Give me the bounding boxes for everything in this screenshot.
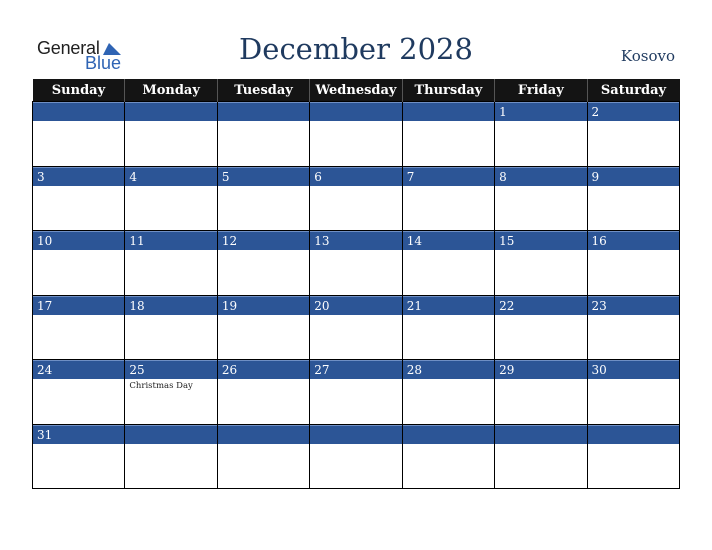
- day-cell: [217, 166, 309, 231]
- day-cell: [310, 360, 402, 425]
- day-number: 30: [588, 360, 679, 379]
- day-number: [403, 425, 494, 444]
- day-number: 5: [218, 167, 309, 186]
- weekday-header: Monday: [125, 79, 217, 102]
- day-cell: [310, 102, 402, 167]
- day-cell: [587, 231, 679, 296]
- day-cell: [495, 231, 587, 296]
- day-number: [218, 102, 309, 121]
- day-cell: [33, 102, 125, 167]
- day-number: 18: [125, 296, 216, 315]
- day-cell: [495, 166, 587, 231]
- week-row: [33, 231, 680, 296]
- weekday-header: Sunday: [33, 79, 125, 102]
- day-cell: [587, 295, 679, 360]
- day-number: [310, 102, 401, 121]
- day-cell: [125, 166, 217, 231]
- day-number: 15: [495, 231, 586, 250]
- day-cell: [310, 231, 402, 296]
- day-number: 3: [33, 167, 124, 186]
- day-cell: [33, 360, 125, 425]
- day-number: 31: [33, 425, 124, 444]
- weekday-header: Saturday: [587, 79, 679, 102]
- calendar-grid: [32, 79, 680, 489]
- day-number: [588, 425, 679, 444]
- day-number: 10: [33, 231, 124, 250]
- day-cell: [125, 102, 217, 167]
- week-row: [33, 424, 680, 489]
- day-number: 1: [495, 102, 586, 121]
- day-cell: [402, 102, 494, 167]
- day-number: [218, 425, 309, 444]
- day-number: [403, 102, 494, 121]
- day-cell: [402, 295, 494, 360]
- day-cell: [217, 231, 309, 296]
- day-cell: [495, 295, 587, 360]
- weekday-header: Tuesday: [217, 79, 309, 102]
- week-row: [33, 166, 680, 231]
- day-number: 4: [125, 167, 216, 186]
- week-row: [33, 360, 680, 425]
- day-cell: [125, 424, 217, 489]
- day-cell: [402, 166, 494, 231]
- day-number: 7: [403, 167, 494, 186]
- day-number: 9: [588, 167, 679, 186]
- day-number: [310, 425, 401, 444]
- day-number: 16: [588, 231, 679, 250]
- day-cell: [217, 360, 309, 425]
- day-cell: [33, 424, 125, 489]
- day-number: [495, 425, 586, 444]
- day-cell: [33, 295, 125, 360]
- day-number: 17: [33, 296, 124, 315]
- day-number: [125, 425, 216, 444]
- day-cell: [217, 102, 309, 167]
- day-cell: [33, 166, 125, 231]
- day-cell: [402, 360, 494, 425]
- region-label: Kosovo: [620, 47, 675, 65]
- day-number: 11: [125, 231, 216, 250]
- day-number: 24: [33, 360, 124, 379]
- day-number: 14: [403, 231, 494, 250]
- day-number: 19: [218, 296, 309, 315]
- page-title: December 2028: [239, 32, 473, 66]
- day-number: 27: [310, 360, 401, 379]
- day-cell: [217, 424, 309, 489]
- day-number: 23: [588, 296, 679, 315]
- week-row: [33, 295, 680, 360]
- day-cell: [217, 295, 309, 360]
- day-number: 21: [403, 296, 494, 315]
- day-cell: [310, 424, 402, 489]
- weekday-header-row: [33, 79, 680, 102]
- day-cell: [310, 166, 402, 231]
- weekday-header: Friday: [495, 79, 587, 102]
- day-number: [125, 102, 216, 121]
- day-cell: [495, 424, 587, 489]
- day-cell: [587, 102, 679, 167]
- logo-word-general: General: [37, 38, 100, 58]
- day-cell: [495, 102, 587, 167]
- day-cell: [402, 231, 494, 296]
- day-cell: [402, 424, 494, 489]
- day-number: 12: [218, 231, 309, 250]
- day-cell: [310, 295, 402, 360]
- day-number: 2: [588, 102, 679, 121]
- weekday-header: Thursday: [402, 79, 494, 102]
- day-number: 25: [125, 360, 216, 379]
- day-cell: [587, 360, 679, 425]
- day-cell: [587, 166, 679, 231]
- day-cell: [125, 231, 217, 296]
- week-row: [33, 102, 680, 167]
- weekday-header: Wednesday: [310, 79, 402, 102]
- holiday-label: Christmas Day: [129, 381, 193, 391]
- day-number: 29: [495, 360, 586, 379]
- day-number: [33, 102, 124, 121]
- day-cell: [587, 424, 679, 489]
- day-number: 20: [310, 296, 401, 315]
- day-cell: [33, 231, 125, 296]
- day-cell: [495, 360, 587, 425]
- logo-word-blue: Blue: [85, 53, 122, 73]
- day-number: 22: [495, 296, 586, 315]
- day-number: 28: [403, 360, 494, 379]
- day-number: 13: [310, 231, 401, 250]
- day-cell: [125, 360, 217, 425]
- day-number: 6: [310, 167, 401, 186]
- day-number: 8: [495, 167, 586, 186]
- day-cell: [125, 295, 217, 360]
- day-number: 26: [218, 360, 309, 379]
